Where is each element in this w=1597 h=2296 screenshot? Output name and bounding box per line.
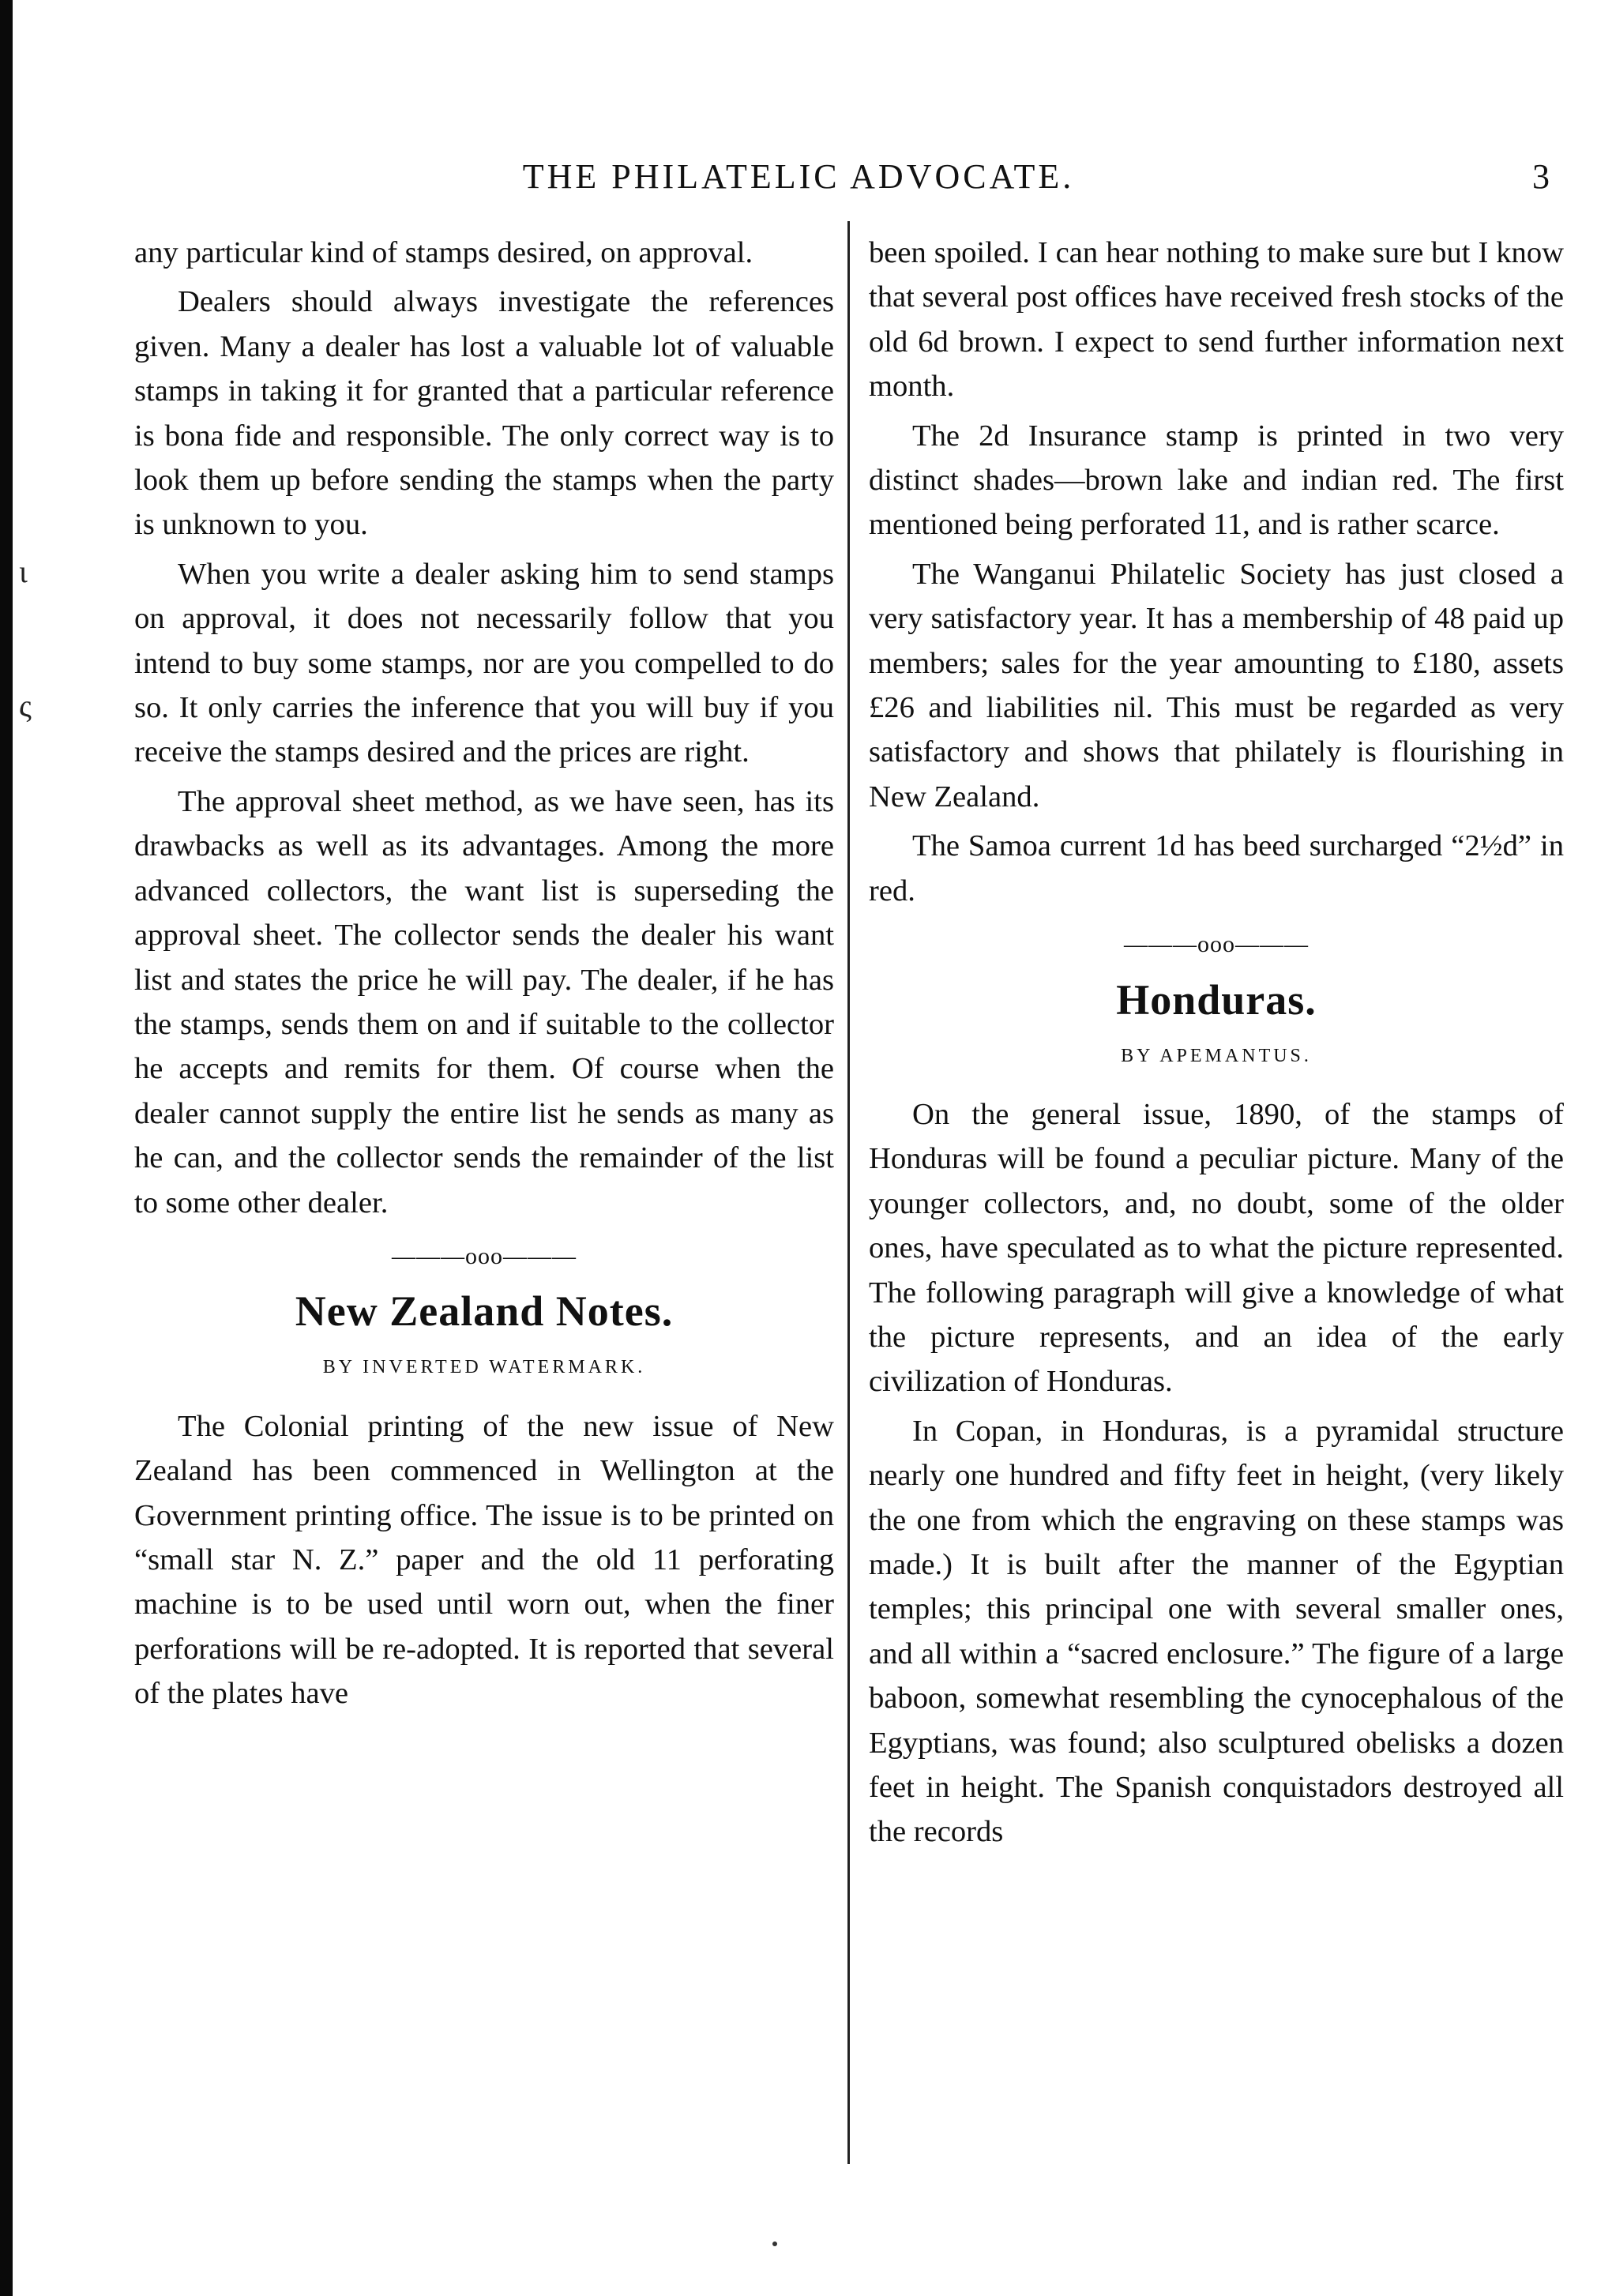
paragraph: any particular kind of stamps desired, on approval. [134, 236, 753, 269]
paragraph: Dealers should always investigate the references given. Many a dealer has lost a valuable lot of valuable stamps in taking it for granted that a particular reference is bona fide and responsible. The only correct way is to look them up before sending the stamps when the party is unknown to you. [134, 285, 834, 542]
paragraph: In Copan, in Honduras, is a pyramidal structure nearly one hundred and fifty feet in height, (very likely the one from which the engraving on these stamps was made.) It is built after the manner of the Egyptian temples; this principal one with several smaller ones, and all within a “sacred enclosure.” The figure of a large baboon, somewhat resembling the cynocephalous of the Egyptians, was found; also sculptured obelisks a dozen feet in height. The Spanish conquistadors destroyed all the records [869, 1414, 1564, 1849]
section-separator: ———ooo——— [1124, 931, 1309, 958]
paragraph: The Samoa current 1d has beed surcharged “2½d” in red. [869, 829, 1564, 908]
paragraph: When you write a dealer asking him to send stamps on approval, it does not necessarily follow that you intend to buy some stamps, nor are you compelled to do so. It only carries the inference that you will buy if you receive the stamps desired and the prices are right. [134, 557, 834, 769]
article-heading: Honduras. [1116, 975, 1317, 1024]
section-separator: ———ooo——— [392, 1242, 577, 1269]
paragraph: The Colonial printing of the new issue of New Zealand has been commenced in Wellington at the Government printing office. The issue is to be printed on “small star N. Z.” paper and the old 11 perforating machine is to be used until worn out, when the finer perforations will be re-adopted. It is reported that several of the plates have [134, 1409, 834, 1711]
margin-mark: ι [19, 554, 28, 589]
paragraph: The Wanganui Philatelic Society has just closed a very satisfactory year. It has a membership of 48 paid up members; sales for the year amounting to £180, assets £26 and liabilities nil. This must be regarded as very satisfactory and shows that philately is flourishing in New Zealand. [869, 557, 1564, 814]
paragraph: On the general issue, 1890, of the stamps of Honduras will be found a peculiar picture. Many of the younger collectors, and, no doubt, some of the older ones, have speculated as to what the picture represented. The following paragraph will give a knowledge of what the picture represents, and an idea of the early civilization of Honduras. [869, 1097, 1564, 1399]
article-heading: New Zealand Notes. [295, 1287, 674, 1336]
article-byline: BY APEMANTUS. [1121, 1045, 1312, 1066]
right-column [869, 231, 1564, 1859]
column-divider [847, 221, 850, 2164]
page-edge-shadow [0, 0, 13, 2296]
ink-speck [772, 2242, 777, 2246]
article-byline: BY INVERTED WATERMARK. [322, 1357, 646, 1378]
running-title: THE PHILATELIC ADVOCATE. [522, 157, 1075, 196]
paragraph: The approval sheet method, as we have seen, has its drawbacks as well as its advantages. Among the more advanced collectors, the want list is superseding the approval sheet. The collector sends the dealer his want list and states the price he will pay. The dealer, if he has the stamps, sends them on and if suitable to the collector he accepts and remits for them. Of course when the dealer cannot supply the entire list he sends as many as he can, and the collector sends the remainder of the list to some other dealer. [134, 784, 834, 1219]
paragraph: been spoiled. I can hear nothing to make sure but I know that several post offices have received fresh stocks of the old 6d brown. I expect to send further information next month. [869, 236, 1564, 404]
left-column [134, 231, 834, 1721]
paragraph: The 2d Insurance stamp is printed in two very distinct shades—brown lake and indian red. The first mentioned being perforated 11, and is rather scarce. [869, 419, 1564, 542]
page-number: 3 [1532, 157, 1550, 196]
margin-mark: ς [19, 688, 32, 723]
